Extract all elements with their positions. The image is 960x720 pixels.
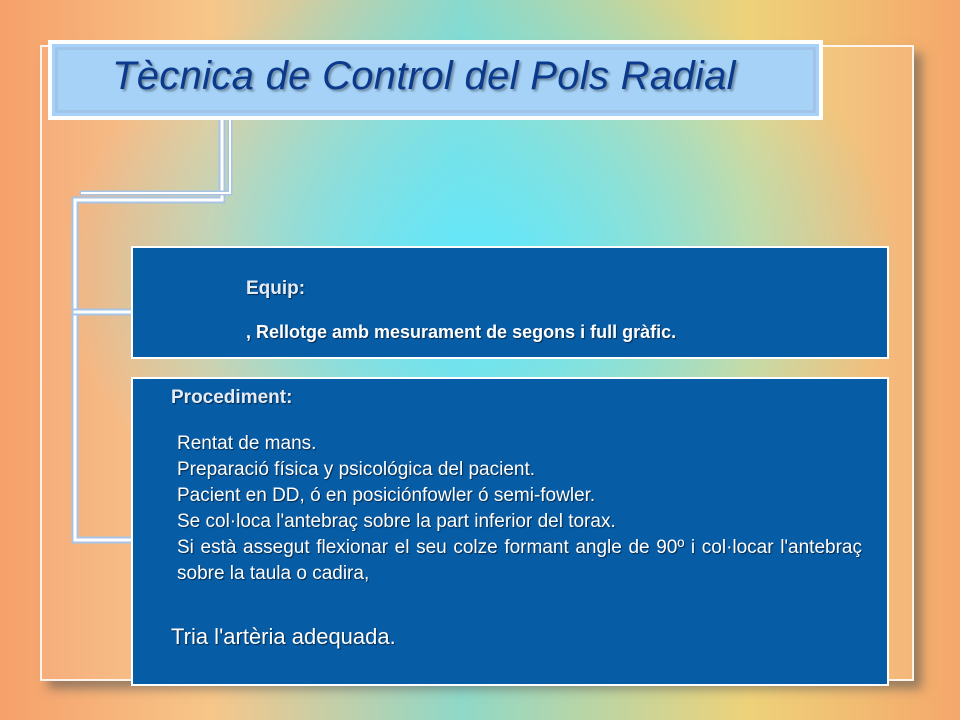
list-item: Rentat de mans. <box>177 433 317 454</box>
title-box <box>48 40 823 120</box>
list-item: Preparació física y psicológica del pacient. <box>177 459 536 480</box>
list-item: Pacient en DD, ó en posiciónfowler ó semi-fowler. <box>177 485 596 506</box>
equip-text: , Rellotge amb mesurament de segons i full gràfic. <box>246 322 677 342</box>
procediment-box <box>131 377 889 686</box>
procediment-label: Procediment: <box>171 387 293 408</box>
procediment-list <box>177 431 862 587</box>
procediment-final: Tria l'artèria adequada. <box>171 624 396 649</box>
list-item: Si està assegut flexionar el seu colze formant angle de 90º i col·locar l'antebraç sobre la taula o cadira, <box>177 537 862 584</box>
list-item: Se col·loca l'antebraç sobre la part inferior del torax. <box>177 511 616 532</box>
page-title: Tècnica de Control del Pols Radial <box>112 54 736 98</box>
equip-box <box>131 246 889 359</box>
equip-label: Equip: <box>246 278 306 299</box>
